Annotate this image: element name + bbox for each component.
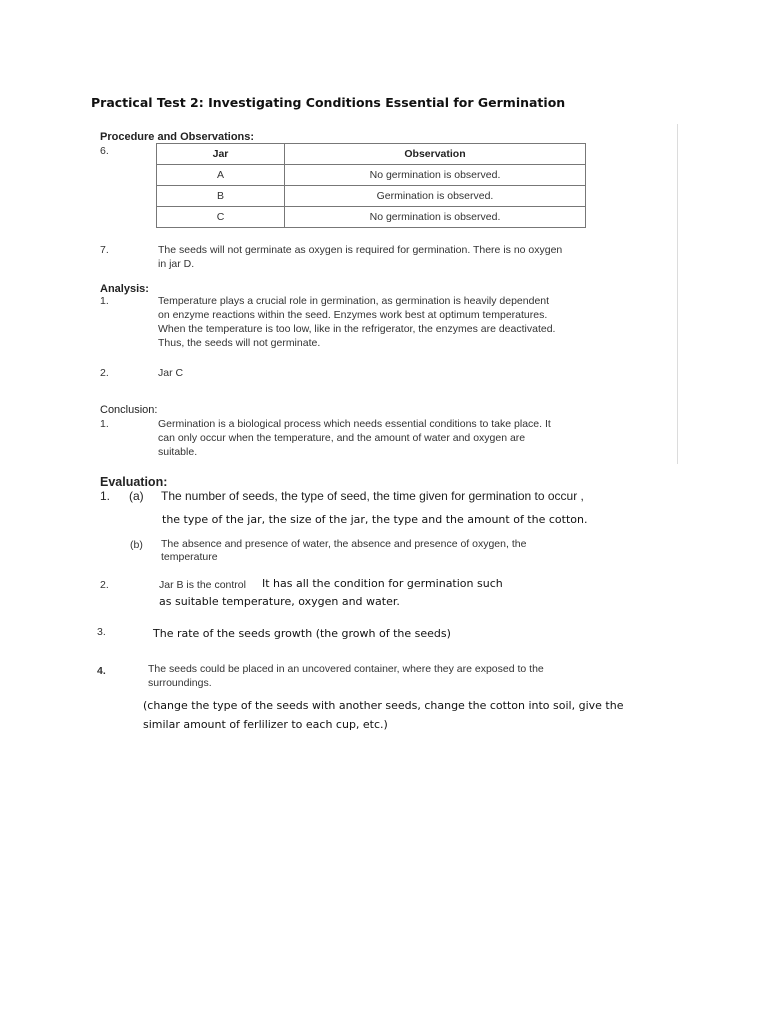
evaluation-3-answer: The rate of the seeds growth (the growh of the seeds) [153,627,451,640]
evaluation-1a-added: the type of the jar, the size of the jar, the type and the amount of the cotton. [162,513,588,526]
analysis-1-number: 1. [100,295,109,307]
table-cell-observation: No germination is observed. [285,165,586,186]
table-row [157,186,586,207]
evaluation-1a-label: (a) [129,489,144,503]
procedure-heading: Procedure and Observations: [100,131,255,143]
evaluation-4-added-line-2: similar amount of ferlilizer to each cup, etc.) [143,718,388,731]
evaluation-4-line-1: The seeds could be placed in an uncovered container, where they are exposed to the [148,663,544,675]
table-header-row [157,144,586,165]
analysis-heading: Analysis: [100,283,149,295]
question-7-line-2: in jar D. [158,258,195,270]
analysis-2-answer: Jar C [158,367,184,379]
evaluation-2-added-line-1: It has all the condition for germination such [262,577,503,590]
table-header-jar: Jar [157,144,285,165]
observation-table [156,143,586,228]
conclusion-1-line-2: can only occur when the temperature, and the amount of water and oxygen are [158,432,526,444]
margin-rule [677,124,678,464]
analysis-1-line-2: on enzyme reactions within the seed. Enzymes work best at optimum temperatures. [158,309,548,321]
analysis-1-line-3: When the temperature is too low, like in the refrigerator, the enzymes are deactivated. [158,323,556,335]
evaluation-4-number: 4. [97,665,106,677]
table-cell-jar: A [157,165,285,186]
evaluation-1-number: 1. [100,489,111,503]
question-7-number: 7. [100,244,109,256]
analysis-2-number: 2. [100,367,109,379]
table-cell-observation: No germination is observed. [285,207,586,228]
evaluation-3-number: 3. [97,626,106,638]
question-7-line-1: The seeds will not germinate as oxygen is required for germination. There is no oxygen [158,244,563,256]
table-cell-jar: C [157,207,285,228]
analysis-1-line-4: Thus, the seeds will not germinate. [158,337,321,349]
evaluation-1b-line-2: temperature [161,551,218,563]
evaluation-4-line-2: surroundings. [148,677,212,689]
conclusion-1-number: 1. [100,418,109,430]
table-header-observation: Observation [285,144,586,165]
evaluation-2-typed: Jar B is the control [159,579,246,591]
conclusion-1-line-3: suitable. [158,446,198,458]
evaluation-1b-line-1: The absence and presence of water, the absence and presence of oxygen, the [161,538,527,550]
evaluation-1b-label: (b) [130,539,143,551]
evaluation-1a-typed: The number of seeds, the type of seed, the time given for germination to occur , [161,489,584,503]
evaluation-2-number: 2. [100,579,109,591]
table-row [157,207,586,228]
page-title: Practical Test 2: Investigating Conditions Essential for Germination [91,95,566,110]
question-6-number: 6. [100,145,109,157]
table-cell-jar: B [157,186,285,207]
table-row [157,165,586,186]
evaluation-2-added-line-2: as suitable temperature, oxygen and water. [159,595,400,608]
conclusion-1-line-1: Germination is a biological process which needs essential conditions to take place. It [158,418,551,430]
conclusion-heading: Conclusion: [100,404,158,416]
evaluation-heading: Evaluation: [100,475,168,489]
table-cell-observation: Germination is observed. [285,186,586,207]
analysis-1-line-1: Temperature plays a crucial role in germination, as germination is heavily dependent [158,295,550,307]
evaluation-4-added-line-1: (change the type of the seeds with another seeds, change the cotton into soil, give the [143,699,624,712]
